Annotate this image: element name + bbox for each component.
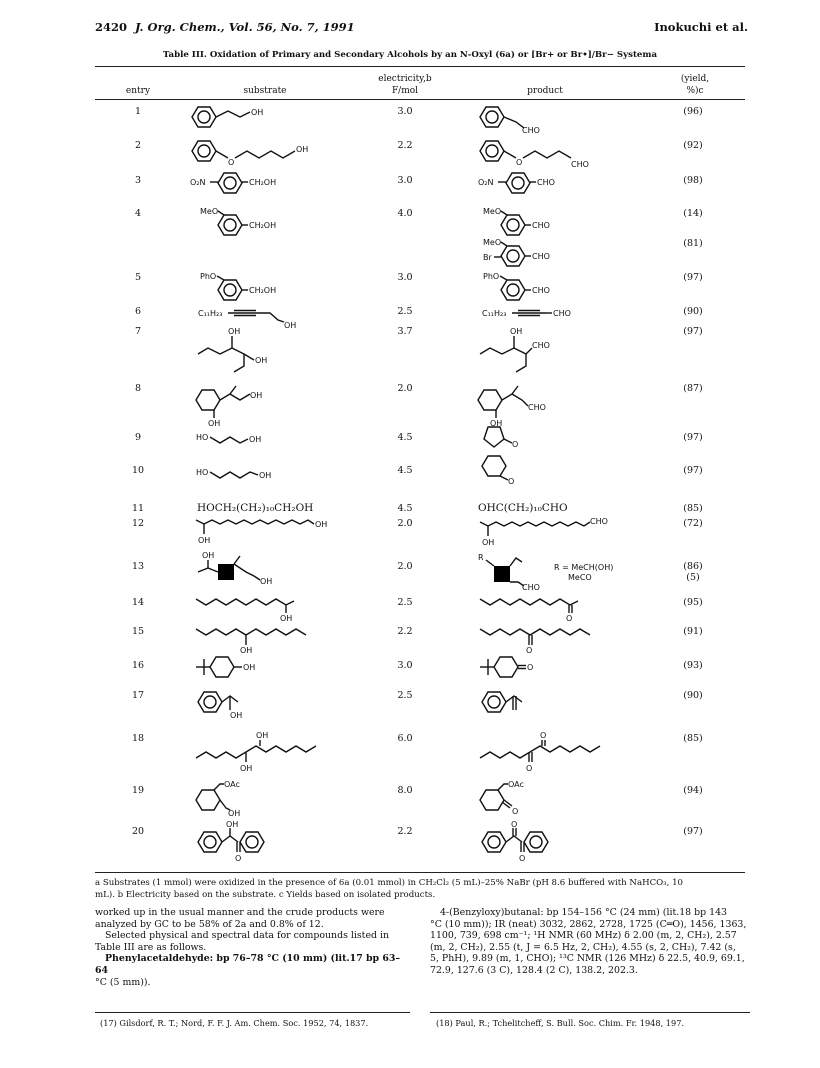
product-structure xyxy=(482,425,542,455)
svg-text:O: O xyxy=(526,646,533,655)
electricity-value: 3.7 xyxy=(397,326,413,337)
electricity-value: 4.5 xyxy=(397,503,413,514)
svg-text:OH: OH xyxy=(490,419,503,428)
svg-text:OH: OH xyxy=(249,435,262,444)
svg-text:OH: OH xyxy=(260,577,273,586)
electricity-value: 3.0 xyxy=(397,660,413,671)
product-structure xyxy=(480,822,580,868)
svg-text:MeO: MeO xyxy=(200,207,219,216)
svg-text:OH: OH xyxy=(208,419,221,428)
yield-value: (85) xyxy=(683,733,703,744)
substrate-structure xyxy=(200,270,290,306)
yield-value: (97) xyxy=(683,826,703,837)
substrate-structure xyxy=(190,104,280,134)
svg-text:OH: OH xyxy=(280,614,293,623)
col-entry: entry xyxy=(125,86,151,96)
svg-text:CHO: CHO xyxy=(571,160,589,169)
electricity-value: 3.0 xyxy=(397,175,413,186)
product-structure xyxy=(480,655,580,683)
product-structure xyxy=(482,306,592,326)
svg-text:CHO: CHO xyxy=(522,126,540,135)
svg-text:CHO: CHO xyxy=(532,341,550,350)
substrate-structure xyxy=(196,430,286,450)
substrate-structure xyxy=(196,730,336,776)
table-header-rule xyxy=(95,99,745,100)
table-caption: Table III. Oxidation of Primary and Secondary Alcohols by an N-Oxyl (6a) or [Br+ or Br•]/Br− Systema xyxy=(162,50,658,60)
product-structure xyxy=(480,780,570,822)
body-line: °C (10 mm)); IR (neat) 3032, 2862, 2728, 1725 (C═O), 1456, 1363, xyxy=(430,918,747,930)
entry-number: 12 xyxy=(131,518,145,529)
yield-value: (94) xyxy=(683,785,703,796)
electricity-value: 3.0 xyxy=(397,272,413,283)
svg-text:O: O xyxy=(235,854,242,863)
electricity-value: 2.5 xyxy=(397,690,413,701)
yield-value: (14) xyxy=(683,208,703,219)
entry-number: 6 xyxy=(134,306,142,317)
entry-number: 10 xyxy=(131,465,145,476)
body-line: Phenylacetaldehyde: bp 76–78 °C (10 mm) (lit.17 bp 63–64 xyxy=(95,953,401,976)
product-structure xyxy=(480,454,540,492)
substrate-structure xyxy=(196,380,286,428)
svg-text:CH₂OH: CH₂OH xyxy=(249,221,277,230)
svg-text:OH: OH xyxy=(296,145,309,154)
svg-text:CHO: CHO xyxy=(553,309,571,318)
entry-number: 4 xyxy=(134,208,142,219)
svg-text:O: O xyxy=(540,731,547,740)
substrate-formula: HOCH₂(CH₂)₁₀CH₂OH xyxy=(197,502,314,514)
svg-text:C₁₁H₂₃: C₁₁H₂₃ xyxy=(198,309,223,318)
body-line: 1100, 739, 698 cm⁻¹; ¹H NMR (60 MHz) δ 2.00 (m, 2, CH₂), 2.57 xyxy=(430,930,737,942)
svg-text:O: O xyxy=(511,820,518,829)
reference-17: (17) Gilsdorf, R. T.; Nord, F. F. J. Am. Chem. Soc. 1952, 74, 1837. xyxy=(100,1018,369,1028)
electricity-value: 4.5 xyxy=(397,432,413,443)
svg-text:O: O xyxy=(508,477,515,486)
svg-text:O₂N: O₂N xyxy=(478,178,494,187)
svg-text:MeCO: MeCO xyxy=(568,573,592,582)
svg-text:HO: HO xyxy=(196,468,209,477)
yield-value: (96) xyxy=(683,106,703,117)
electricity-value: 2.2 xyxy=(397,626,413,637)
svg-text:OH: OH xyxy=(202,551,215,560)
svg-text:OH: OH xyxy=(230,711,243,720)
svg-text:CHO: CHO xyxy=(532,252,550,261)
substrate-structure xyxy=(198,326,288,376)
yield-value: (97) xyxy=(683,465,703,476)
yield-value: (87) xyxy=(683,383,703,394)
substrate-structure xyxy=(196,623,326,657)
yield-value: (91) xyxy=(683,626,703,637)
table-footnote: a Substrates (1 mmol) were oxidized in the presence of 6a (0.01 mmol) in CH₂Cl₂ (5 mL)–25% NaBr (pH 8.6 buffered with NaHCO₃, 10 xyxy=(95,878,684,888)
body-line: Table III are as follows. xyxy=(95,941,207,953)
svg-text:OH: OH xyxy=(315,520,328,529)
substrate-structure xyxy=(196,516,346,552)
electricity-value: 2.5 xyxy=(397,597,413,608)
electricity-value: 2.0 xyxy=(397,383,413,394)
svg-text:OH: OH xyxy=(240,764,253,773)
yield-value: (97) xyxy=(683,326,703,337)
product-structure xyxy=(480,686,560,722)
product-structure xyxy=(480,326,570,376)
svg-text:OH: OH xyxy=(198,536,211,545)
yield-value: (86) xyxy=(683,561,703,572)
entry-number: 14 xyxy=(131,597,145,608)
entry-number: 11 xyxy=(131,503,145,514)
reference-18: (18) Paul, R.; Tchelitcheff, S. Bull. Soc. Chim. Fr. 1948, 197. xyxy=(436,1018,685,1028)
yield-value: (98) xyxy=(683,175,703,186)
ref-rule-left xyxy=(95,1012,410,1013)
product-structure xyxy=(480,730,620,776)
svg-text:PhO: PhO xyxy=(200,272,217,281)
svg-text:O: O xyxy=(527,663,534,672)
yield-value: (81) xyxy=(683,238,703,249)
svg-text:CH₂OH: CH₂OH xyxy=(249,286,277,295)
svg-text:OH: OH xyxy=(256,731,269,740)
body-line: Selected physical and spectral data for compounds listed in xyxy=(105,930,390,942)
svg-text:Br: Br xyxy=(483,253,492,262)
svg-text:O: O xyxy=(519,854,526,863)
entry-number: 3 xyxy=(134,175,142,186)
svg-text:OH: OH xyxy=(255,356,268,365)
product-structure xyxy=(480,514,630,550)
svg-text:O₂N: O₂N xyxy=(190,178,206,187)
product-structure xyxy=(478,138,618,172)
entry-number: 2 xyxy=(134,140,142,151)
electricity-value: 4.0 xyxy=(397,208,413,219)
substrate-structure xyxy=(196,686,276,722)
svg-text:R = MeCH(OH): R = MeCH(OH) xyxy=(554,563,614,572)
yield-value: (85) xyxy=(683,503,703,514)
table-bottom-rule xyxy=(95,872,745,873)
svg-text:PhO: PhO xyxy=(483,272,500,281)
yield-value: (93) xyxy=(683,660,703,671)
body-line: °C (5 mm)). xyxy=(95,976,151,988)
page-number: 2420 xyxy=(95,20,128,34)
body-line: 72.9, 127.6 (3 C), 128.4 (2 C), 138.2, 202.3. xyxy=(430,964,638,976)
entry-number: 17 xyxy=(131,690,145,701)
ref-rule-right xyxy=(430,1012,750,1013)
entry-number: 7 xyxy=(134,326,142,337)
product-structure xyxy=(480,623,610,657)
svg-text:OH: OH xyxy=(259,471,272,480)
svg-text:CH₂OH: CH₂OH xyxy=(249,178,277,187)
yield-value: (92) xyxy=(683,140,703,151)
electricity-value: 2.0 xyxy=(397,561,413,572)
electricity-value: 2.0 xyxy=(397,518,413,529)
svg-text:OH: OH xyxy=(482,538,495,547)
entry-number: 1 xyxy=(134,106,142,117)
svg-text:O: O xyxy=(512,440,519,449)
product-formula: OHC(CH₂)₁₀CHO xyxy=(478,502,568,514)
svg-text:OH: OH xyxy=(510,327,523,336)
svg-text:O: O xyxy=(526,764,533,773)
svg-text:O: O xyxy=(566,614,573,623)
svg-text:CHO: CHO xyxy=(537,178,555,187)
col-product: product xyxy=(527,86,563,96)
col-electricity-unit: F/mol xyxy=(391,86,419,96)
electricity-value: 8.0 xyxy=(397,785,413,796)
substrate-structure xyxy=(200,205,290,245)
entry-number: 9 xyxy=(134,432,142,443)
svg-text:OH: OH xyxy=(243,663,256,672)
product-structure xyxy=(478,172,578,198)
body-left xyxy=(95,907,410,988)
svg-text:R: R xyxy=(478,553,484,562)
svg-text:MeO: MeO xyxy=(483,238,502,247)
electricity-value: 2.2 xyxy=(397,826,413,837)
product-structure xyxy=(478,552,638,592)
svg-text:OH: OH xyxy=(228,809,241,818)
product-structure xyxy=(483,270,573,306)
entry-number: 20 xyxy=(131,826,145,837)
svg-text:MeO: MeO xyxy=(483,207,502,216)
substrate-structure xyxy=(196,463,296,483)
svg-text:CHO: CHO xyxy=(532,286,550,295)
substrate-structure xyxy=(196,655,296,683)
svg-text:OH: OH xyxy=(250,391,263,400)
electricity-value: 2.5 xyxy=(397,306,413,317)
entry-number: 18 xyxy=(131,733,145,744)
svg-text:OH: OH xyxy=(251,108,264,117)
svg-text:OH: OH xyxy=(226,820,239,829)
svg-text:OH: OH xyxy=(228,327,241,336)
svg-text:OAc: OAc xyxy=(224,780,240,789)
substrate-structure xyxy=(196,593,316,623)
yield-value: (97) xyxy=(683,272,703,283)
col-yield: (yield, xyxy=(680,74,710,84)
journal-citation: J. Org. Chem., Vol. 56, No. 7, 1991 xyxy=(135,20,355,34)
electricity-value: 3.0 xyxy=(397,106,413,117)
substrate-structure xyxy=(196,822,296,868)
electricity-value: 6.0 xyxy=(397,733,413,744)
svg-text:OH: OH xyxy=(284,321,297,330)
yield-value: (5) xyxy=(686,572,700,583)
body-line: (m, 2, CH₂), 2.55 (t, J = 6.5 Hz, 2, CH₂), 4.55 (s, 2, CH₂), 7.42 (s, xyxy=(430,941,736,953)
entry-number: 13 xyxy=(131,561,145,572)
body-line: worked up in the usual manner and the crude products were xyxy=(95,907,385,918)
electricity-value: 2.2 xyxy=(397,140,413,151)
body-line: 4-(Benzyloxy)butanal: bp 154–156 °C (24 mm) (lit.18 bp 143 xyxy=(440,907,727,918)
entry-number: 8 xyxy=(134,383,142,394)
svg-text:O: O xyxy=(512,807,519,816)
product-structure xyxy=(478,380,568,428)
svg-text:OH: OH xyxy=(240,646,253,655)
svg-text:HO: HO xyxy=(196,433,209,442)
svg-text:O: O xyxy=(516,158,523,167)
yield-value: (90) xyxy=(683,690,703,701)
body-line: 5, PhH), 9.89 (m, 1, CHO); ¹³C NMR (126 MHz) δ 22.5, 40.9, 69.1, xyxy=(430,953,745,965)
col-yield-unit: %)c xyxy=(686,86,704,96)
substrate-structure xyxy=(198,550,308,592)
svg-text:CHO: CHO xyxy=(590,517,608,526)
yield-value: (97) xyxy=(683,432,703,443)
yield-value: (95) xyxy=(683,597,703,608)
product-structure xyxy=(478,104,568,134)
yield-value: (90) xyxy=(683,306,703,317)
svg-text:CHO: CHO xyxy=(522,583,540,592)
electricity-value: 4.5 xyxy=(397,465,413,476)
body-line: analyzed by GC to be 58% of 2a and 0.8% of 12. xyxy=(95,918,324,930)
yield-value: (72) xyxy=(683,518,703,529)
svg-text:OAc: OAc xyxy=(508,780,524,789)
entry-number: 15 xyxy=(131,626,145,637)
svg-text:CHO: CHO xyxy=(532,221,550,230)
table-footnote: mL). b Electricity based on the substrate. c Yields based on isolated products. xyxy=(95,890,436,900)
svg-text:O: O xyxy=(228,158,235,167)
substrate-structure xyxy=(190,172,300,198)
substrate-structure xyxy=(190,138,330,168)
table-top-rule xyxy=(95,66,745,67)
substrate-structure xyxy=(196,780,286,822)
col-electricity: electricity,b xyxy=(378,74,432,84)
entry-number: 16 xyxy=(131,660,145,671)
svg-text:CHO: CHO xyxy=(528,403,546,412)
product-structure xyxy=(480,593,600,623)
svg-text:C₁₁H₂₃: C₁₁H₂₃ xyxy=(482,309,507,318)
entry-number: 5 xyxy=(134,272,142,283)
body-right xyxy=(430,907,750,977)
col-substrate: substrate xyxy=(243,86,287,96)
entry-number: 19 xyxy=(131,785,145,796)
running-authors: Inokuchi et al. xyxy=(654,20,748,34)
